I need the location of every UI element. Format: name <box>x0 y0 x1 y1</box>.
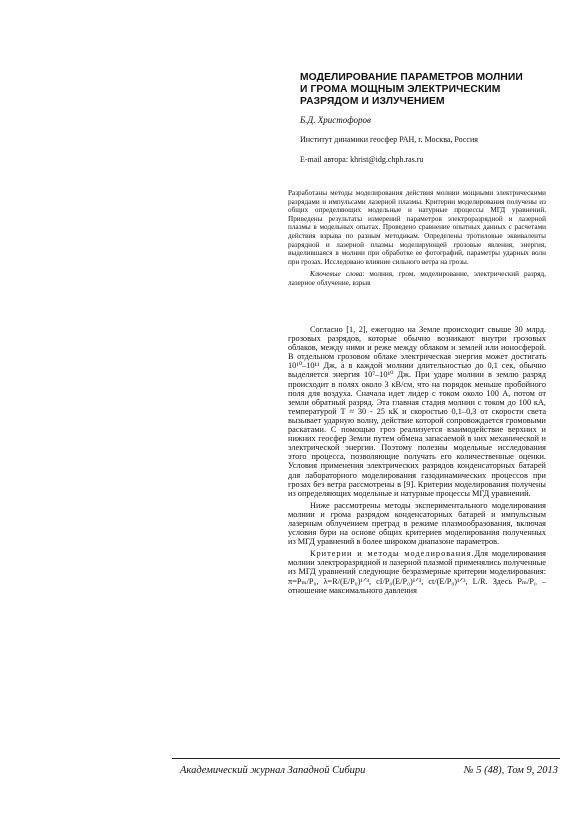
body-paragraph-3 <box>288 549 546 594</box>
body-paragraph-1: Согласно [1, 2], ежегодно на Земле происходит свыше 30 млрд. грозовых разрядов, которые обычно возникают внутри грозовых облаков, между ними и реже между облаком и землей или ионосферой. В отдельном грозовом облаке электрическая энергия может достигать 10¹⁰–10¹¹ Дж, а в каждой молнии длительностью до 0,1 сек, обычно выделяется энергия 10⁷–10¹⁰ Дж. При ударе молнии в землю разряд происходит в полях около 3 кВ/см, что на порядок меньше пробойного поля для воздуха. Сначала идет лидер с током около 100 А, потом от земли обратный разряд. Эта главная стадия молнии с током до 100 кА, температурой Т ≈ 30 - 25 кК и скоростью 0,1–0,3 от скорости света вызывает ударную волну, действие которой сопровождается громовыми раскатами. С помощью гроз реализуется взаимодействие верхних и нижних геосфер Земли путем обмена запасаемой в них механической и электрической энергии. Поэтому полезны модельные исследования этого процесса, позволяющие получать его количественные оценки. Условия применения электрических разрядов конденсаторных батарей для лабораторного моделирования газодинамических процессов при грозах без ветра рассмотрены в [9]. Критерии моделирования получены из определяющих модельные и натурные процессы МГД уравнений. <box>288 325 546 498</box>
section-text: Для моделирования молнии электроразрядной и лазерной плазмой применялись полученные из МГД уравнений следующие безразмерные критерии моделирования: π=Pₘ/P₀, λ=R/(E/P₀)¹ᐟ³, cI/P₀(E/P₀)¹ᐟ³, ct/(E/P₀)¹ᐟ³, L/R. Здесь Pₘ/P₀ – отношение максимального давления <box>288 549 546 595</box>
article-title <box>300 72 550 108</box>
author-email[interactable]: E-mail автора: khrist@idg.chph.ras.ru <box>300 155 424 164</box>
journal-name: Академический журнал Западной Сибири <box>180 765 366 776</box>
author-name: Б.Д. Христофоров <box>300 115 371 125</box>
abstract-text: Разработаны методы моделирования действия молнии мощными электрическими разрядами и импульсами лазерной плазмы. Критерии моделирования получены из общих определяющих модельные и натурные процессы МГД уравнений. Приведены результаты измерений параметров электроразрядной и лазерной плазмы в модельных опытах. Проведено сравнение опытных данных с расчетами действия взрыва по разным методикам. Определены тротиловые эквиваленты разрядной и лазерной плазмы моделирующей грозовые явления, энергия, выделившаяся в молнии при обработке ее фотографий, параметры ударных волн при грозах. Исследовано влияние сильного ветра на грозы. <box>288 189 546 266</box>
keywords-list: : молния, гром, моделирование, электрический разряд, лазерное облучение, взрыв <box>288 270 546 287</box>
title-line-1: МОДЕЛИРОВАНИЕ ПАРАМЕТРОВ МОЛНИИ <box>300 72 523 83</box>
keywords-label: Ключевые слова <box>310 270 363 279</box>
section-heading: Критерии и методы моделирования. <box>310 549 475 559</box>
body-paragraph-2: Ниже рассмотрены методы экспериментального моделирования молнии и грома разрядом конденсаторных батарей и импульсным лазерным облучением преград в режиме плазмообразования, включая условия бури на основе общих критериев моделирования полученных из МГД уравнений в более широком диапазоне параметров. <box>288 500 546 547</box>
author-institution: Институт динамики геосфер РАН, г. Москва, Россия <box>300 135 478 144</box>
issue-info: № 5 (48), Том 9, 2013 <box>463 765 558 776</box>
title-line-2: И ГРОМА МОЩНЫМ ЭЛЕКТРИЧЕСКИМ <box>300 84 501 95</box>
abstract <box>288 189 546 288</box>
footer-divider <box>172 758 560 759</box>
article-body <box>288 325 546 598</box>
title-line-3: РАЗРЯДОМ И ИЗЛУЧЕНИЕМ <box>300 96 445 107</box>
keywords <box>288 270 546 287</box>
